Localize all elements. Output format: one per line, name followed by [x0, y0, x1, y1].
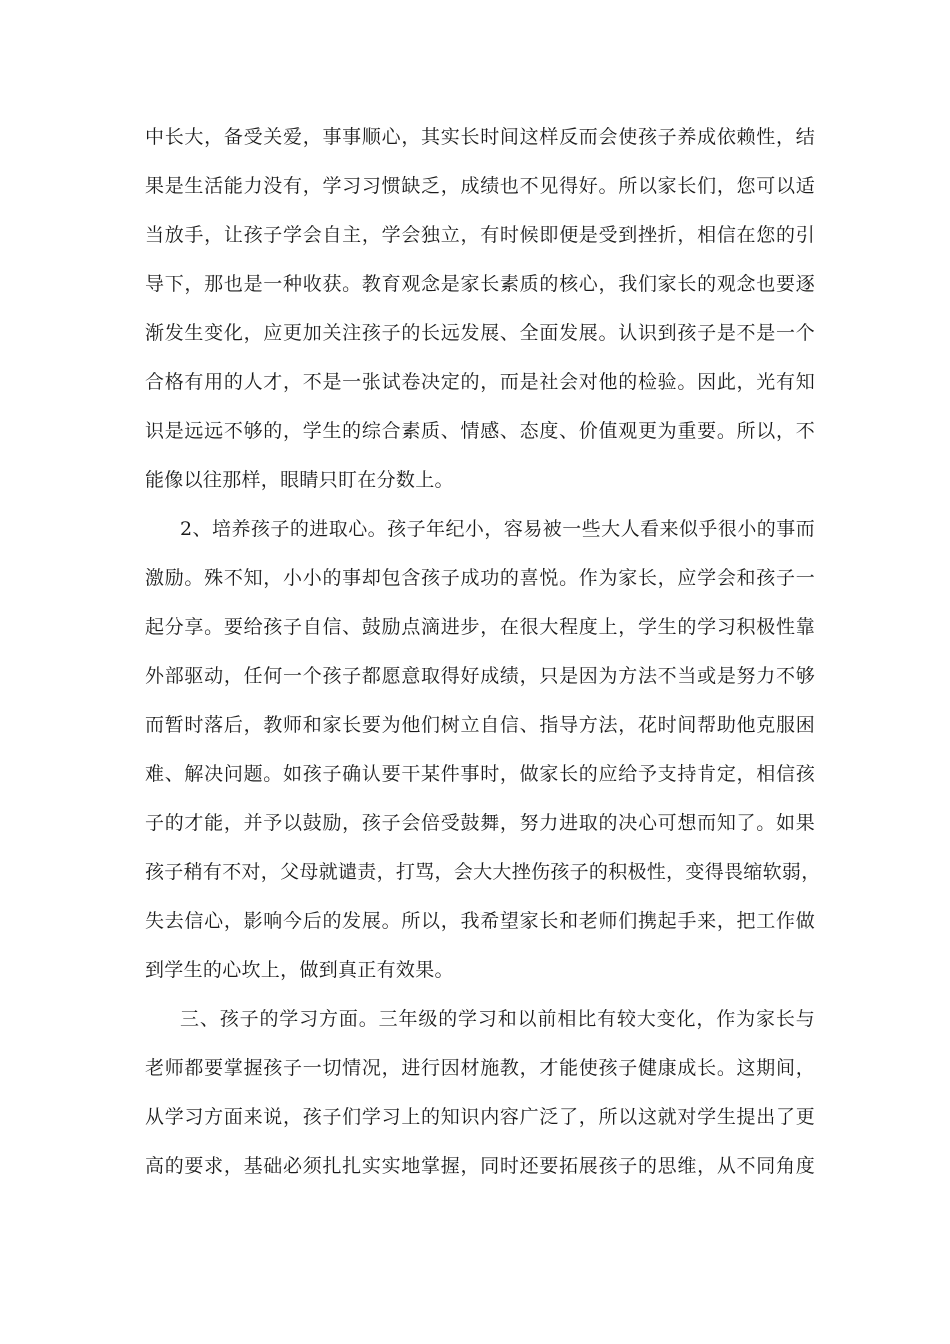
- text-line: 从学习方面来说，孩子们学习上的知识内容广泛了，所以这就对学生提出了更: [145, 1106, 815, 1128]
- paragraph-start-line: 三、孩子的学习方面。三年级的学习和以前相比有较大变化，作为家长与: [180, 1008, 815, 1030]
- text-line: 果是生活能力没有，学习习惯缺乏，成绩也不见得好。所以家长们，您可以适: [145, 175, 815, 197]
- text-line: 激励。殊不知，小小的事却包含孩子成功的喜悦。作为家长，应学会和孩子一: [145, 567, 815, 589]
- text-line: 孩子稍有不对，父母就谴责，打骂，会大大挫伤孩子的积极性，变得畏缩软弱，: [145, 861, 821, 883]
- text-line: 当放手，让孩子学会自主，学会独立，有时候即便是受到挫折，相信在您的引: [145, 224, 815, 246]
- text-line: 高的要求，基础必须扎扎实实地掌握，同时还要拓展孩子的思维，从不同角度: [145, 1155, 815, 1177]
- text-line: 到学生的心坎上，做到真正有效果。: [145, 959, 454, 981]
- text-line: 能像以往那样，眼睛只盯在分数上。: [145, 469, 454, 491]
- paragraph-start-line: 2、培养孩子的进取心。孩子年纪小，容易被一些大人看来似乎很小的事而: [180, 518, 815, 540]
- text-line: 渐发生变化，应更加关注孩子的长远发展、全面发展。认识到孩子是不是一个: [145, 322, 815, 344]
- text-line: 识是远远不够的，学生的综合素质、情感、态度、价值观更为重要。所以，不: [145, 420, 815, 442]
- text-line: 而暂时落后，教师和家长要为他们树立自信、指导方法，花时间帮助他克服困: [145, 714, 815, 736]
- text-line: 外部驱动，任何一个孩子都愿意取得好成绩，只是因为方法不当或是努力不够: [145, 665, 815, 687]
- text-line: 导下，那也是一种收获。教育观念是家长素质的核心，我们家长的观念也要逐: [145, 273, 815, 295]
- text-line: 失去信心，影响今后的发展。所以，我希望家长和老师们携起手来，把工作做: [145, 910, 815, 932]
- text-line: 难、解决问题。如孩子确认要干某件事时，做家长的应给予支持肯定，相信孩: [145, 763, 815, 785]
- text-line: 中长大，备受关爱，事事顺心，其实长时间这样反而会使孩子养成依赖性，结: [145, 126, 815, 148]
- text-line: 起分享。要给孩子自信、鼓励点滴进步，在很大程度上，学生的学习积极性靠: [145, 616, 815, 638]
- text-line: 子的才能，并予以鼓励，孩子会倍受鼓舞，努力进取的决心可想而知了。如果: [145, 812, 815, 834]
- text-line: 老师都要掌握孩子一切情况，进行因材施教，才能使孩子健康成长。这期间，: [145, 1057, 815, 1079]
- text-line: 合格有用的人才，不是一张试卷决定的，而是社会对他的检验。因此，光有知: [145, 371, 815, 393]
